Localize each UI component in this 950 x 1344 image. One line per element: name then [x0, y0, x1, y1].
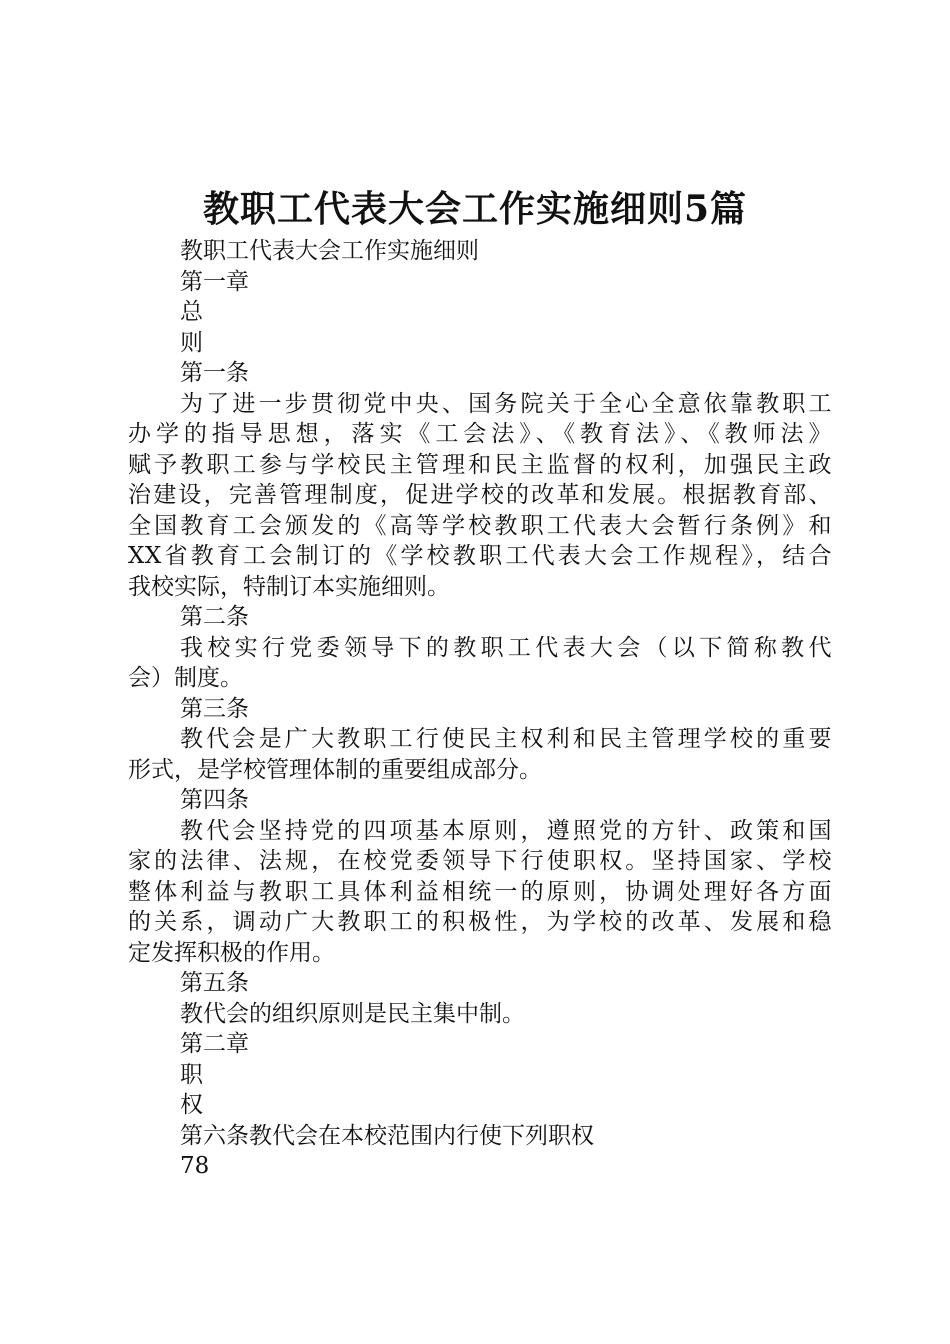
- paragraph-line: 教代会的组织原则是民主集中制。: [180, 1000, 525, 1027]
- paragraph-line: 的关系，调动广大教职工的积极性，为学校的改革、发展和稳: [128, 909, 832, 935]
- document-body: [128, 236, 832, 1182]
- chapter-title-part: 总: [180, 299, 203, 325]
- article-heading: 第一条: [180, 360, 249, 386]
- paragraph-line: 治建设，完善管理制度，促进学校的改革和发展。根据教育部、: [128, 482, 832, 508]
- paragraph-line: 会）制度。: [128, 665, 243, 691]
- article-heading: 第五条: [180, 970, 249, 996]
- chapter-title-part: 则: [180, 329, 203, 356]
- article-heading: 第四条: [180, 787, 249, 813]
- paragraph-line: XX省教育工会制订的《学校教职工代表大会工作规程》，结合: [128, 543, 832, 569]
- chapter-heading: 第一章: [180, 268, 249, 295]
- paragraph-line: 我校实行党委领导下的教职工代表大会（以下简称教代: [180, 634, 832, 661]
- paragraph-line: 定发挥积极的作用。: [128, 939, 335, 966]
- paragraph-line: 为了进一步贯彻党中央、国务院关于全心全意依靠教职工: [180, 390, 832, 417]
- article-heading: 第三条: [180, 695, 249, 722]
- article-heading: 第二条: [180, 604, 249, 630]
- paragraph-line: 教代会是广大教职工行使民主权利和民主管理学校的重要: [180, 726, 832, 752]
- paragraph-line: 家的法律、法规，在校党委领导下行使职权。坚持国家、学校: [128, 848, 832, 874]
- chapter-title-part: 权: [180, 1092, 203, 1118]
- chapter-title-part: 职: [180, 1061, 203, 1088]
- page-number: 78: [180, 1153, 210, 1179]
- paragraph-line: 赋予教职工参与学校民主管理和民主监督的权利，加强民主政: [128, 451, 832, 478]
- article-heading: 第六条教代会在本校范围内行使下列职权: [180, 1122, 594, 1149]
- document-title: 教职工代表大会工作实施细则5篇: [202, 188, 748, 230]
- chapter-heading: 第二章: [180, 1031, 249, 1057]
- paragraph-line: 我校实际，特制订本实施细则。: [128, 573, 450, 600]
- paragraph-line: 教代会坚持党的四项基本原则，遵照党的方针、政策和国: [180, 817, 832, 844]
- paragraph-line: 整体利益与教职工具体利益相统一的原则，协调处理好各方面: [128, 878, 832, 905]
- paragraph-line: 全国教育工会颁发的《高等学校教职工代表大会暂行条例》和: [128, 512, 832, 539]
- paragraph-line: 办学的指导思想，落实《工会法》、《教育法》、《教师法》: [128, 421, 832, 447]
- subtitle-line: 教职工代表大会工作实施细则: [180, 238, 479, 264]
- paragraph-line: 形式，是学校管理体制的重要组成部分。: [128, 756, 542, 783]
